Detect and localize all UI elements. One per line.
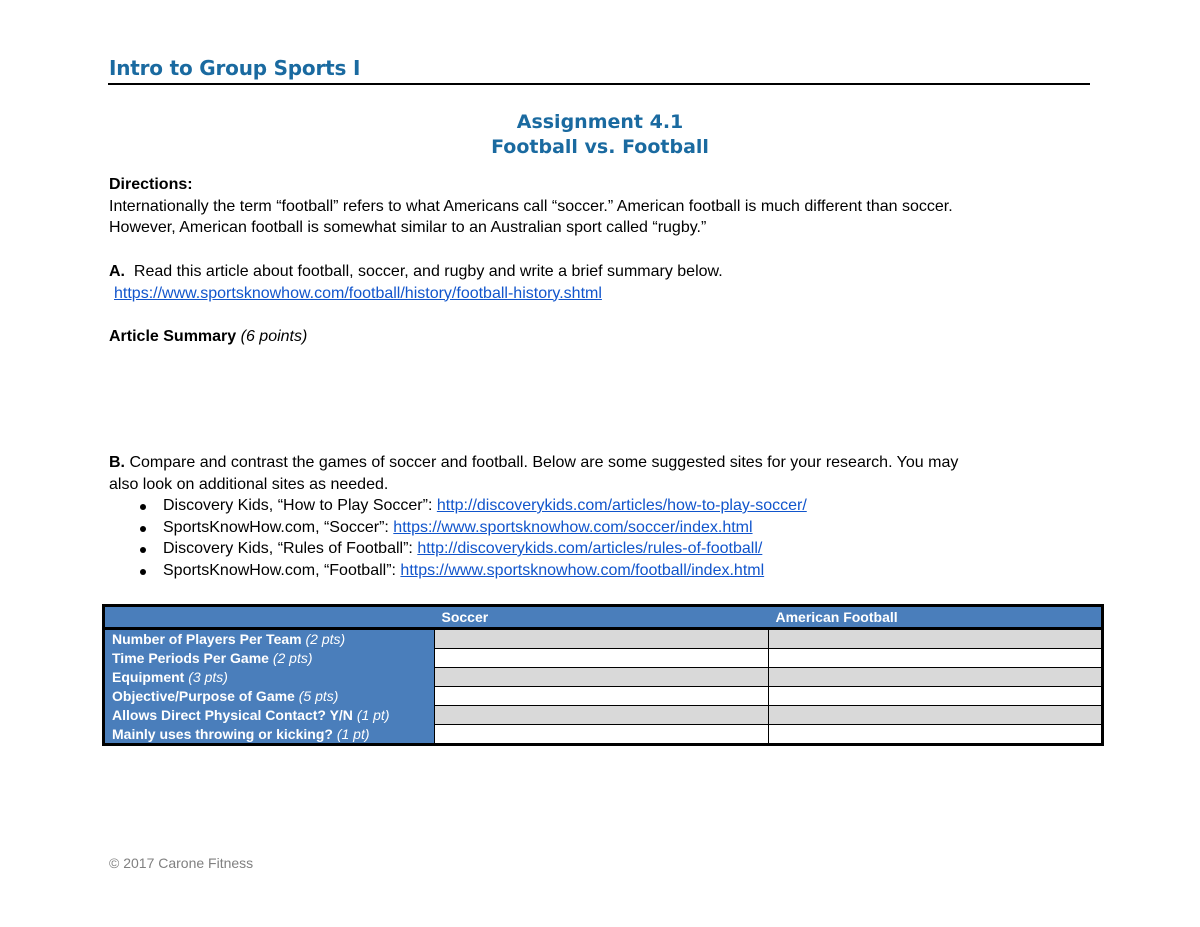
row-label-text: Number of Players Per Team — [112, 631, 302, 648]
soccer-answer-cell[interactable] — [435, 668, 769, 687]
football-answer-cell[interactable] — [769, 706, 1103, 725]
site-label: Discovery Kids, “Rules of Football”: — [163, 540, 418, 557]
directions-line-1: Internationally the term “football” refers to what Americans call “soccer.” American football is much different than soccer. — [109, 197, 953, 215]
row-points: (5 pts) — [298, 688, 339, 704]
list-item — [109, 538, 1099, 560]
football-answer-cell[interactable] — [769, 629, 1103, 649]
part-b-line-1: Compare and contrast the games of soccer and football. Below are some suggested sites for your research. You may — [129, 454, 959, 471]
football-answer-cell[interactable] — [769, 668, 1103, 687]
list-item — [109, 517, 1099, 539]
row-points: (2 pts) — [272, 650, 313, 666]
row-label — [104, 725, 435, 745]
row-label-text: Time Periods Per Game — [112, 650, 269, 666]
site-label: Discovery Kids, “How to Play Soccer”: — [163, 497, 437, 514]
table-header-row — [104, 606, 1103, 629]
table-row — [104, 629, 1103, 649]
bullet-icon — [140, 504, 146, 510]
row-label — [104, 706, 435, 725]
list-item — [109, 560, 1099, 582]
row-label — [104, 629, 435, 649]
row-points: (3 pts) — [188, 669, 228, 685]
part-b-line-2: also look on additional sites as needed. — [109, 475, 389, 493]
directions-line-2: However, American football is somewhat similar to an Australian sport called “rugby.” — [109, 219, 707, 236]
comparison-table — [102, 604, 1104, 746]
bullet-icon — [140, 547, 146, 553]
table-row — [104, 725, 1103, 745]
directions-label: Directions: — [109, 176, 193, 193]
list-item — [109, 495, 1099, 517]
article-summary-heading — [109, 326, 1099, 348]
site-link[interactable]: https://www.sportsknowhow.com/football/index.html — [400, 561, 765, 579]
row-points: (1 pt) — [356, 707, 390, 723]
part-a-section — [109, 261, 1099, 304]
part-b-marker: B. — [109, 454, 125, 471]
soccer-answer-cell[interactable] — [435, 649, 769, 668]
header-divider — [108, 83, 1090, 85]
football-answer-cell[interactable] — [769, 687, 1103, 706]
row-points: (1 pt) — [336, 725, 370, 742]
assignment-heading — [0, 110, 1200, 160]
directions-section — [109, 174, 1099, 239]
row-label — [104, 687, 435, 706]
site-label: SportsKnowHow.com, “Football”: — [163, 561, 401, 579]
header-cell-soccer: Soccer — [435, 606, 769, 629]
part-b-section — [109, 452, 1099, 495]
course-title: Intro to Group Sports I — [109, 56, 361, 80]
soccer-answer-cell[interactable] — [435, 725, 769, 745]
site-link[interactable]: https://www.sportsknowhow.com/soccer/index.html — [393, 518, 753, 536]
research-sites-list — [109, 495, 1099, 581]
copyright-footer: © 2017 Carone Fitness — [109, 855, 254, 871]
football-answer-cell[interactable] — [769, 725, 1103, 745]
part-a-marker: A. — [109, 263, 125, 280]
bullet-icon — [140, 526, 146, 532]
row-label-text: Mainly uses throwing or kicking? — [112, 725, 333, 742]
row-label — [104, 668, 435, 687]
table-row — [104, 687, 1103, 706]
row-label — [104, 649, 435, 668]
article-summary-label: Article Summary — [109, 328, 237, 345]
soccer-answer-cell[interactable] — [435, 629, 769, 649]
header-cell-empty — [104, 606, 435, 629]
article-link[interactable]: https://www.sportsknowhow.com/football/history/football-history.shtml — [114, 284, 602, 302]
article-summary-points: (6 points) — [240, 328, 308, 345]
row-label-text: Equipment — [112, 669, 185, 685]
site-link[interactable]: http://discoverykids.com/articles/rules-of-football/ — [417, 540, 763, 557]
site-label: SportsKnowHow.com, “Soccer”: — [163, 518, 394, 536]
table-row — [104, 706, 1103, 725]
part-a-instructions: Read this article about football, soccer, and rugby and write a brief summary below. — [133, 263, 723, 280]
row-label-text: Objective/Purpose of Game — [112, 688, 295, 704]
table-row — [104, 668, 1103, 687]
row-label-text: Allows Direct Physical Contact? Y/N — [112, 707, 353, 723]
table-row — [104, 649, 1103, 668]
bullet-icon — [140, 569, 146, 575]
football-answer-cell[interactable] — [769, 649, 1103, 668]
assignment-number: Assignment 4.1 — [516, 111, 684, 133]
assignment-title: Football vs. Football — [491, 136, 709, 158]
soccer-answer-cell[interactable] — [435, 687, 769, 706]
row-points: (2 pts) — [305, 631, 346, 648]
site-link[interactable]: http://discoverykids.com/articles/how-to-play-soccer/ — [436, 497, 807, 514]
header-cell-american-football: American Football — [769, 606, 1103, 629]
soccer-answer-cell[interactable] — [435, 706, 769, 725]
